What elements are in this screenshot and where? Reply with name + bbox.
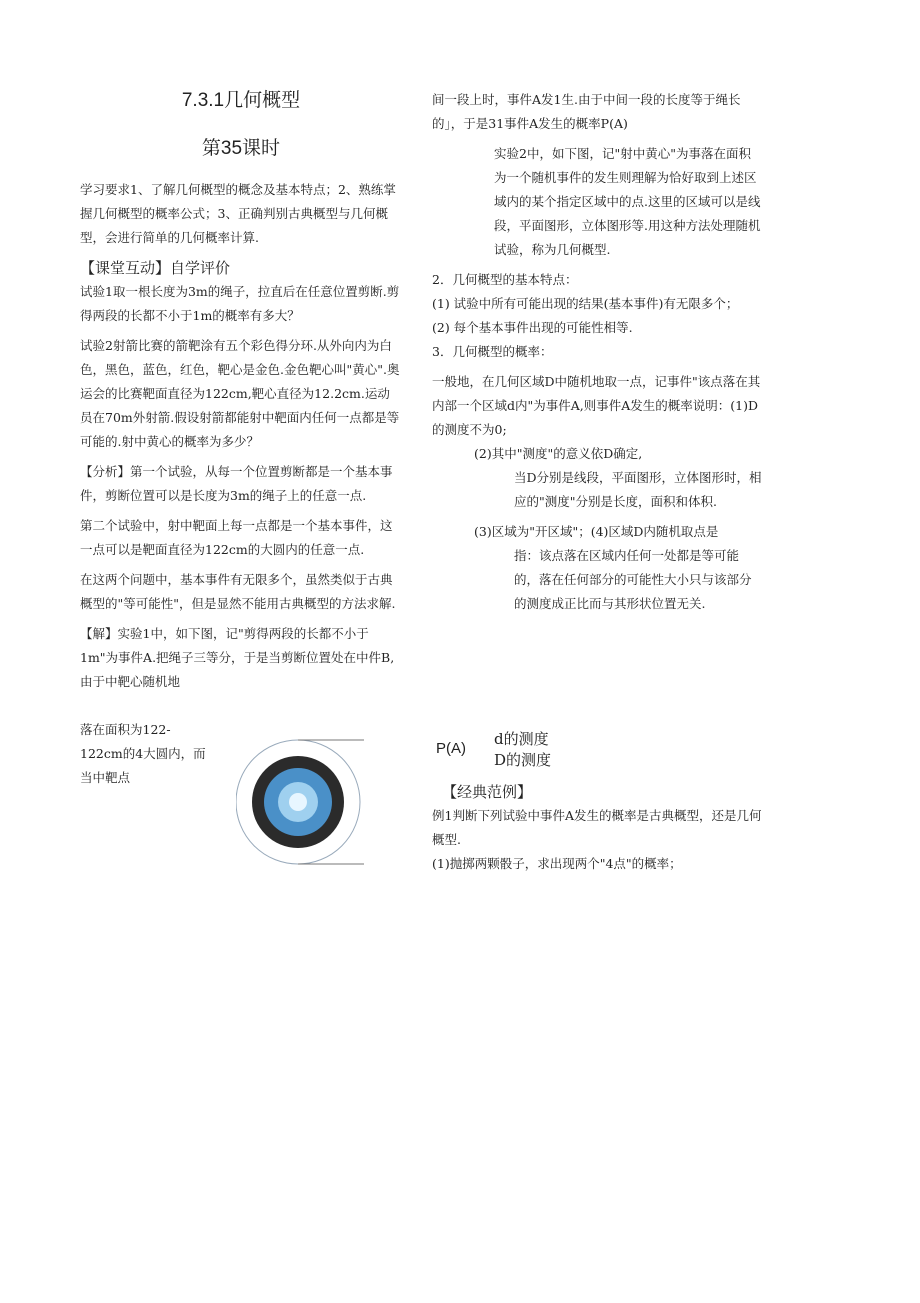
target-center xyxy=(289,793,307,811)
note-3: (3)区域为"开区域"；(4)区域D内随机取点是 xyxy=(474,524,719,539)
experiment-2-solution: 实验2中，如下图，记"射中黄心"为事落在面积为一个随机事件的发生则理解为恰好取到上述区域内的某个指定区域中的点.这里的区域可以是线段，平面图形，立体图形等.用这种方法处理随机试验，称为几何概型. xyxy=(494,146,761,257)
feature-1: (1) 试验中所有可能出现的结果(基本事件)有无限多个； xyxy=(432,296,739,311)
analysis-3: 在这两个问题中，基本事件有无限多个，虽然类似于古典概型的"等可能性"，但是显然不能用古典概型的方法求解. xyxy=(80,572,396,611)
probability-formula xyxy=(436,728,636,772)
solution-line-3: 当中靶点 xyxy=(80,770,131,785)
features-title: 2．几何概型的基本特点： xyxy=(432,272,578,287)
experiment-2: 试验2射箭比赛的箭靶涂有五个彩色得分环.从外向内为白色，黑色，蓝色，红色，靶心是金色.金色靶心叫"黄心".奥运会的比赛靶面直径为122cm,靶心直径为12.2cm.运动员在70m外射箭.假设射箭都能射中靶面内任何一点都是等可能的.射中黄心的概率为多少？ xyxy=(80,338,400,449)
example-1: 例1判断下列试验中事件A发生的概率是古典概型，还是几何概型. xyxy=(432,808,762,847)
solution-continued xyxy=(80,718,240,790)
analysis-2: 第二个试验中，射中靶面上每一点都是一个基本事件，这一点可以是靶面直径为122cm的大圆内的任意一点. xyxy=(80,518,393,557)
experiment-1: 试验1取一根长度为3m的绳子，拉直后在任意位置剪断.剪得两段的长都不小于1m的概率有多大？ xyxy=(80,284,400,323)
solution-line-1: 落在面积为122- xyxy=(80,722,171,737)
formula-denominator: D的测度 xyxy=(494,751,552,769)
probability-title: 3．几何概型的概率： xyxy=(432,344,553,359)
learning-requirements: 学习要求1、了解几何概型的概念及基本特点；2、熟练掌握几何概型的概率公式；3、正确判别古典概型与几何概型，会进行简单的几何概率计算. xyxy=(80,182,396,245)
section-examples: 【经典范例】 xyxy=(442,783,533,801)
formula-numerator: d的测度 xyxy=(494,730,549,748)
example-1-item-1: (1)抛掷两颗骰子，求出现两个"4点"的概率； xyxy=(432,856,682,871)
solution: 【解】实验1中，如下图，记"剪得两段的长都不小于1m"为事件A.把绳子三等分，于是当剪断位置处在中件B,由于中靶心随机地 xyxy=(80,626,395,689)
note-3-detail: 指：该点落在区域内任何一处都是等可能的，落在任何部分的可能性大小只与该部分的测度成正比而与其形状位置无关. xyxy=(514,548,752,611)
page-title: 7.3.1几何概型 xyxy=(181,90,301,111)
probability-definition: 一般地，在几何区域D中随机地取一点，记事件"该点落在其内部一个区域d内"为事件A,则事件A发生的概率说明：(1)D的测度不为0; xyxy=(432,374,761,437)
formula-pa: P(A) xyxy=(436,740,466,757)
left-column xyxy=(80,86,402,694)
note-2: (2)其中"测度"的意义依D确定, xyxy=(474,446,643,461)
feature-2: (2) 每个基本事件出现的可能性相等. xyxy=(432,320,633,335)
archery-target-figure xyxy=(236,738,366,866)
section-self-study: 【课堂互动】自学评价 xyxy=(80,259,231,277)
analysis: 【分析】第一个试验，从每一个位置剪断都是一个基本事件，剪断位置可以是长度为3m的绳子上的任意一点. xyxy=(80,464,393,503)
solution-line-2: 122cm的4大圆内，而 xyxy=(80,746,206,761)
note-2-detail: 当D分别是线段，平面图形，立体图形时，相应的"测度"分别是长度，面积和体积. xyxy=(514,470,762,509)
solution-continued-right: 间一段上时，事件A发1生.由于中间一段的长度等于绳长的」，于是31事件A发生的概率P(A) xyxy=(432,92,741,131)
lesson-number: 第35课时 xyxy=(201,138,281,159)
right-column xyxy=(432,88,762,616)
examples-block xyxy=(432,776,762,876)
